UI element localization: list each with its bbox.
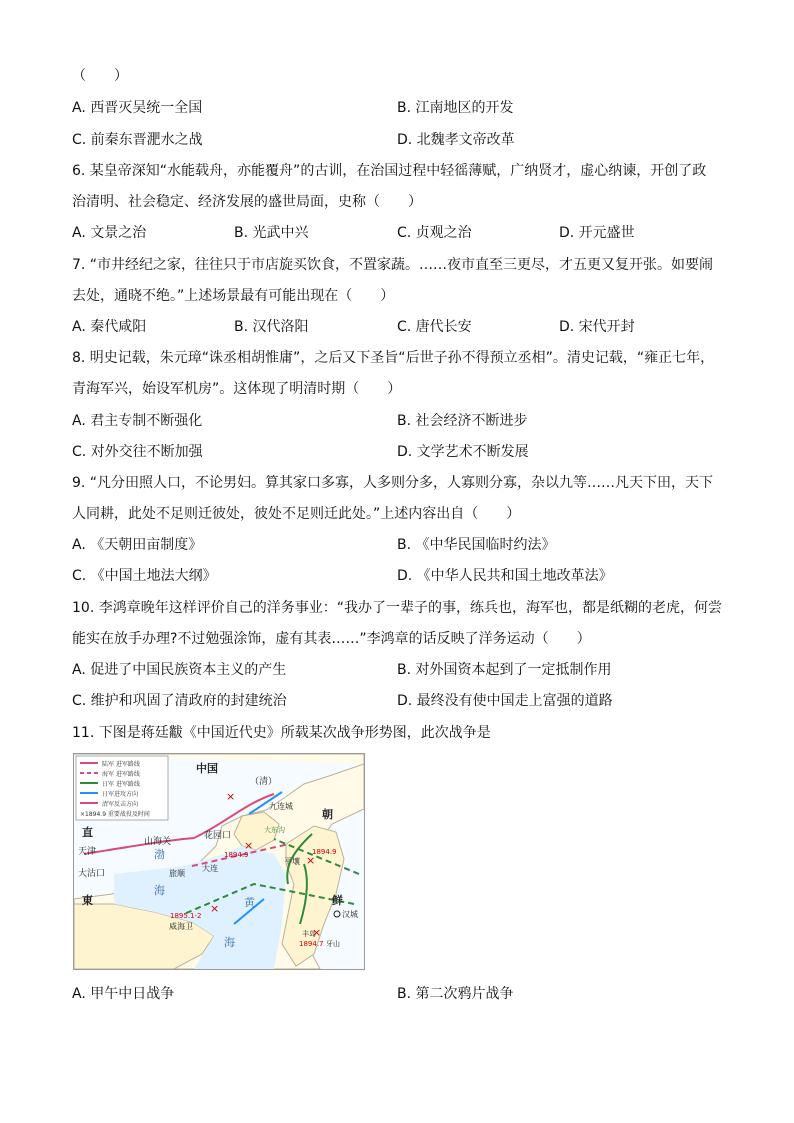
q5-option-d: D. 北魏孝文帝改革	[397, 132, 515, 148]
legend-text-2: 海军 进军路线	[102, 771, 140, 778]
q8-option-b: B. 社会经济不断进步	[397, 413, 528, 429]
q7-option-a: A. 秦代咸阳	[72, 319, 147, 335]
q8-stem-line1: 8. 明史记载，朱元璋“诛丞相胡惟庸”，之后又下圣旨“后世子孙不得预立丞相”。清史记载，“雍正七年，	[72, 350, 715, 366]
q8-option-d: D. 文学艺术不断发展	[397, 444, 529, 460]
q6-option-d: D. 开元盛世	[559, 225, 635, 241]
map-label-jiuliancheng: 九连城	[269, 802, 293, 811]
map-date-3: 1895.1-2	[170, 912, 202, 920]
map-label-zhi: 直	[82, 826, 93, 839]
legend-text-6: ×1894.9 重要战役及时间	[80, 811, 150, 818]
q10-option-d: D. 最终没有使中国走上富强的道路	[397, 693, 613, 709]
legend-text-3: 日军 进军路线	[102, 781, 140, 788]
map-date-1: 1894.9	[224, 851, 249, 859]
map-label-qing: （清）	[250, 777, 278, 787]
map-label-xian: 鲜	[332, 894, 343, 907]
map-label-chao: 朝	[322, 808, 333, 821]
map-label-hai: 海	[154, 884, 165, 897]
q11-stem-line1: 11. 下图是蒋廷黻《中国近代史》所载某次战争形势图，此次战争是	[72, 725, 491, 741]
map-label-china: 中国	[196, 762, 218, 775]
q10-stem-line2: 能实在放手办理?不过勉强涂饰，虚有其表……”李鸿章的话反映了洋务运动（ ）	[72, 631, 591, 647]
q7-option-b: B. 汉代洛阳	[234, 319, 309, 335]
battle-mark: ×	[244, 839, 254, 852]
q7-option-d: D. 宋代开封	[559, 319, 635, 335]
q11-option-a: A. 甲午中日战争	[72, 986, 175, 1002]
war-situation-map	[73, 753, 365, 970]
q9-option-b: B. 《中华民国临时约法》	[397, 537, 556, 553]
map-label-dong: 東	[82, 894, 93, 907]
map-label-bo: 渤	[154, 848, 165, 861]
q8-option-c: C. 对外交往不断加强	[72, 444, 203, 460]
battle-mark: ×	[210, 902, 220, 915]
map-label-hai2: 海	[224, 936, 235, 949]
map-date-2: 1894.9	[312, 848, 337, 856]
map-label-dadong: 大东沟	[264, 826, 285, 834]
legend-text-5: 清军反击方向	[102, 801, 139, 808]
map-label-fengdao: 丰岛	[302, 930, 316, 938]
q9-option-d: D. 《中华人民共和国土地改革法》	[397, 568, 613, 584]
map-svg	[74, 754, 364, 969]
q6-option-c: C. 贞观之治	[397, 225, 472, 241]
map-label-tianjin: 天津	[78, 847, 97, 857]
map-label-huayuankou: 花园口	[204, 831, 232, 841]
q11-option-b: B. 第二次鸦片战争	[397, 986, 514, 1002]
q9-stem-line1: 9. “凡分田照人口，不论男妇。算其家口多寡，人多则分多，人寡则分寡，杂以九等……凡天下田，天下	[72, 475, 714, 491]
q9-stem-line2: 人同耕，此处不足则迁彼处，彼处不足则迁此处。”上述内容出自（ ）	[72, 506, 521, 522]
q5-option-b: B. 江南地区的开发	[397, 100, 514, 116]
route-qing-land	[84, 838, 194, 854]
q6-stem-line1: 6. 某皇帝深知“水能载舟，亦能覆舟”的古训，在治国过程中轻徭薄赋，广纳贤才，虚心纳谏，开创了政	[72, 163, 707, 179]
q10-option-c: C. 维护和巩固了清政府的封建统治	[72, 693, 287, 709]
q6-option-a: A. 文景之治	[72, 225, 147, 241]
battle-mark: ×	[226, 790, 236, 803]
battle-mark: ×	[306, 854, 316, 867]
q8-option-a: A. 君主专制不断强化	[72, 413, 203, 429]
q9-option-a: A. 《天朝田亩制度》	[72, 537, 203, 553]
q8-stem-line2: 青海军兴，始设军机房”。这体现了明清时期（ ）	[72, 381, 402, 397]
q6-option-b: B. 光武中兴	[234, 225, 309, 241]
hancheng-marker	[334, 911, 340, 917]
map-label-huang: 黄	[244, 896, 255, 909]
q9-option-c: C. 《中国土地法大纲》	[72, 568, 217, 584]
q10-stem-line1: 10. 李鸿章晚年这样评价自己的洋务事业：“我办了一辈子的事，练兵也，海军也，都是纸糊的老虎，何尝	[72, 600, 722, 616]
map-label-hancheng: 汉城	[342, 910, 358, 919]
q5-option-a: A. 西晋灭吴统一全国	[72, 100, 203, 116]
map-label-dagukou: 大沽口	[78, 869, 106, 879]
q5-answer-paren: （ ）	[72, 68, 128, 84]
map-label-yashan: 牙山	[326, 940, 340, 948]
map-date-4: 1894.7	[299, 940, 324, 948]
q6-stem-line2: 治清明、社会稳定、经济发展的盛世局面，史称（ ）	[72, 194, 422, 210]
legend-text-1: 陆军 进军路线	[102, 761, 140, 768]
q10-option-b: B. 对外国资本起到了一定抵制作用	[397, 662, 612, 678]
q7-stem-line2: 去处，通晓不绝。”上述场景最有可能出现在（ ）	[72, 288, 395, 304]
legend-text-4: 日军进攻方向	[102, 791, 139, 798]
battle-mark: ×	[312, 926, 322, 939]
map-label-weihaiwei: 威海卫	[169, 922, 193, 931]
q10-option-a: A. 促进了中国民族资本主义的产生	[72, 662, 287, 678]
q7-option-c: C. 唐代长安	[397, 319, 472, 335]
q7-stem-line1: 7. “市井经纪之家，往往只于市店旋买饮食，不置家蔬。……夜市直至三更尽，才五更又复开张。如要闹	[72, 257, 714, 273]
q5-option-c: C. 前秦东晋淝水之战	[72, 132, 203, 148]
map-label-shanhaiguan: 山海关	[144, 837, 172, 847]
map-label-dalian: 大连	[202, 864, 218, 873]
map-label-lushun: 旅顺	[169, 869, 185, 878]
map-label-pingrang: 平壤	[284, 857, 300, 866]
